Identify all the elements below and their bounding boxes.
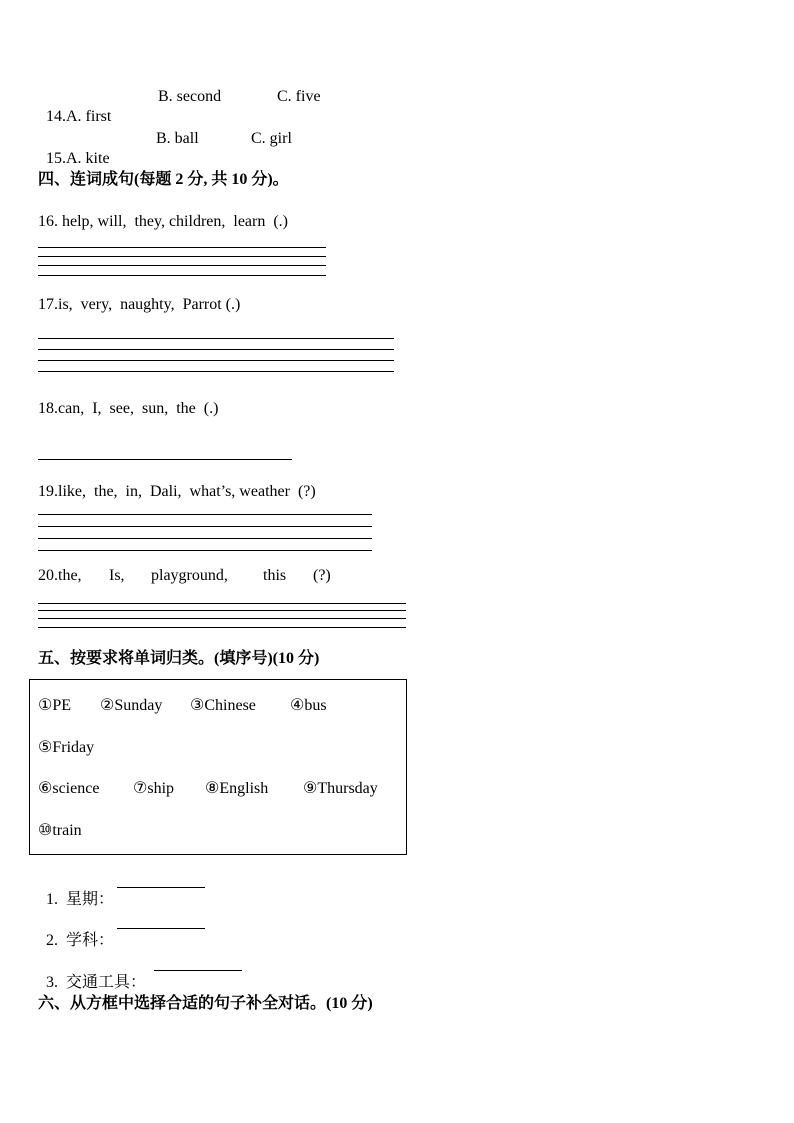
question-14 bbox=[38, 87, 111, 127]
answer-line bbox=[38, 371, 394, 372]
section-6-title: 六、从方框中选择合适的句子补全对话。(10 分) bbox=[38, 995, 373, 1012]
answer-line bbox=[38, 627, 406, 628]
answer-line bbox=[38, 256, 326, 257]
answer-blank-transport[interactable] bbox=[154, 970, 242, 971]
answer-line bbox=[38, 538, 372, 539]
category-label: 3. 交通工具： bbox=[46, 974, 147, 991]
answer-line bbox=[38, 603, 406, 604]
answer-line bbox=[38, 514, 372, 515]
answer-line bbox=[38, 275, 326, 276]
word-item: ⑤Friday bbox=[38, 739, 95, 756]
option-a: A. kite bbox=[66, 150, 110, 167]
question-20-part: Is, bbox=[109, 567, 125, 584]
answer-line-18[interactable] bbox=[38, 459, 292, 460]
answer-line bbox=[38, 247, 326, 248]
answer-blank-subject[interactable] bbox=[117, 928, 205, 929]
answer-line bbox=[38, 526, 372, 527]
word-item: ①PE bbox=[38, 697, 72, 714]
question-number: 15. bbox=[46, 150, 66, 167]
word-item: ⑦ship bbox=[133, 780, 175, 797]
answer-line bbox=[38, 349, 394, 350]
category-label: 2. 学科： bbox=[46, 932, 115, 949]
question-20-part: (?) bbox=[313, 567, 331, 584]
word-item: ⑥science bbox=[38, 780, 100, 797]
question-18: 18.can, I, see, sun, the (.) bbox=[38, 400, 219, 417]
section-5-title: 五、按要求将单词归类。(填序号)(10 分) bbox=[38, 650, 320, 667]
option-c: C. girl bbox=[251, 130, 292, 147]
question-number: 14. bbox=[46, 108, 66, 125]
category-label: 1. 星期： bbox=[46, 891, 115, 908]
word-item: ⑨Thursday bbox=[303, 780, 378, 797]
option-b: B. second bbox=[158, 88, 222, 105]
section-4-title: 四、连词成句(每题 2 分, 共 10 分)。 bbox=[38, 171, 289, 188]
question-20-part: this bbox=[263, 567, 287, 584]
word-item: ②Sunday bbox=[100, 697, 163, 714]
category-weekday bbox=[38, 870, 114, 910]
question-16: 16. help, will, they, children, learn (.) bbox=[38, 213, 288, 230]
answer-line bbox=[38, 360, 394, 361]
word-item: ⑩train bbox=[38, 822, 82, 839]
answer-line bbox=[38, 265, 326, 266]
answer-blank-weekday[interactable] bbox=[117, 887, 205, 888]
answer-line bbox=[38, 610, 406, 611]
word-item: ⑧English bbox=[205, 780, 269, 797]
category-transport bbox=[38, 953, 146, 993]
category-subject bbox=[38, 911, 114, 951]
option-a: A. first bbox=[66, 108, 112, 125]
answer-line bbox=[38, 338, 394, 339]
answer-line bbox=[38, 618, 406, 619]
option-b: B. ball bbox=[156, 130, 199, 147]
word-item: ③Chinese bbox=[190, 697, 256, 714]
option-c: C. five bbox=[277, 88, 321, 105]
question-17: 17.is, very, naughty, Parrot (.) bbox=[38, 296, 241, 313]
word-item: ④bus bbox=[290, 697, 327, 714]
question-15 bbox=[38, 129, 110, 169]
question-20-part: 20.the, bbox=[38, 567, 82, 584]
answer-line bbox=[38, 550, 372, 551]
question-20-part: playground, bbox=[151, 567, 228, 584]
question-19: 19.like, the, in, Dali, what’s, weather (?) bbox=[38, 483, 316, 500]
